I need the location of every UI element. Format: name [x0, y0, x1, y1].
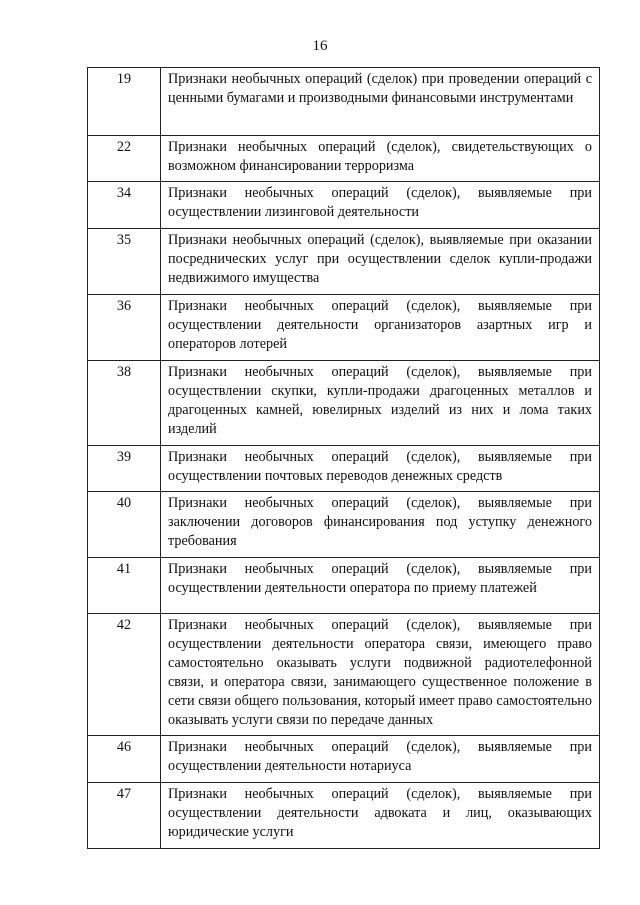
row-description: Признаки необычных операций (сделок), выявляемые при оказании посреднических услуг при осуществлении сделок купли-продажи недвижимого имущества	[161, 229, 600, 295]
row-description: Признаки необычных операций (сделок), выявляемые при осуществлении лизинговой деятельности	[161, 182, 600, 229]
row-description: Признаки необычных операций (сделок), свидетельствующих о возможном финансировании терроризма	[161, 136, 600, 182]
row-description: Признаки необычных операций (сделок) при проведении операций с ценными бумагами и производными финансовыми инструментами	[161, 68, 600, 136]
table-row	[88, 736, 600, 783]
row-description: Признаки необычных операций (сделок), выявляемые при осуществлении деятельности оператора связи, имеющего право самостоятельно оказывать услуги подвижной радиотелефонной связи, и оператора связи, занимающего существенное положение в сети связи общего пользования, который имеет право самостоятельно оказывать услуги связи по передаче данных	[161, 614, 600, 736]
page-number: 16	[312, 38, 328, 54]
row-code: 19	[88, 68, 161, 136]
row-description: Признаки необычных операций (сделок), выявляемые при осуществлении деятельности адвоката и лиц, оказывающих юридические услуги	[161, 783, 600, 849]
row-code: 39	[88, 446, 161, 492]
row-description: Признаки необычных операций (сделок), выявляемые при осуществлении деятельности организаторов азартных игр и операторов лотерей	[161, 295, 600, 361]
row-description: Признаки необычных операций (сделок), выявляемые при осуществлении деятельности оператора по приему платежей	[161, 558, 600, 614]
table-row	[88, 136, 600, 182]
table-row	[88, 614, 600, 736]
table-row	[88, 295, 600, 361]
row-code: 47	[88, 783, 161, 849]
row-code: 34	[88, 182, 161, 229]
row-code: 46	[88, 736, 161, 783]
indicators-table	[87, 67, 600, 849]
table-row	[88, 68, 600, 136]
table-row	[88, 558, 600, 614]
table-row	[88, 361, 600, 446]
row-code: 42	[88, 614, 161, 736]
row-code: 40	[88, 492, 161, 558]
row-code: 38	[88, 361, 161, 446]
row-code: 35	[88, 229, 161, 295]
table-row	[88, 229, 600, 295]
table-row	[88, 182, 600, 229]
table-row	[88, 783, 600, 849]
table-row	[88, 446, 600, 492]
row-description: Признаки необычных операций (сделок), выявляемые при заключении договоров финансирования под уступку денежного требования	[161, 492, 600, 558]
row-description: Признаки необычных операций (сделок), выявляемые при осуществлении деятельности нотариуса	[161, 736, 600, 783]
table-row	[88, 492, 600, 558]
row-code: 36	[88, 295, 161, 361]
row-description: Признаки необычных операций (сделок), выявляемые при осуществлении почтовых переводов денежных средств	[161, 446, 600, 492]
row-code: 41	[88, 558, 161, 614]
row-description: Признаки необычных операций (сделок), выявляемые при осуществлении скупки, купли-продажи драгоценных металлов и драгоценных камней, ювелирных изделий из них и лома таких изделий	[161, 361, 600, 446]
row-code: 22	[88, 136, 161, 182]
